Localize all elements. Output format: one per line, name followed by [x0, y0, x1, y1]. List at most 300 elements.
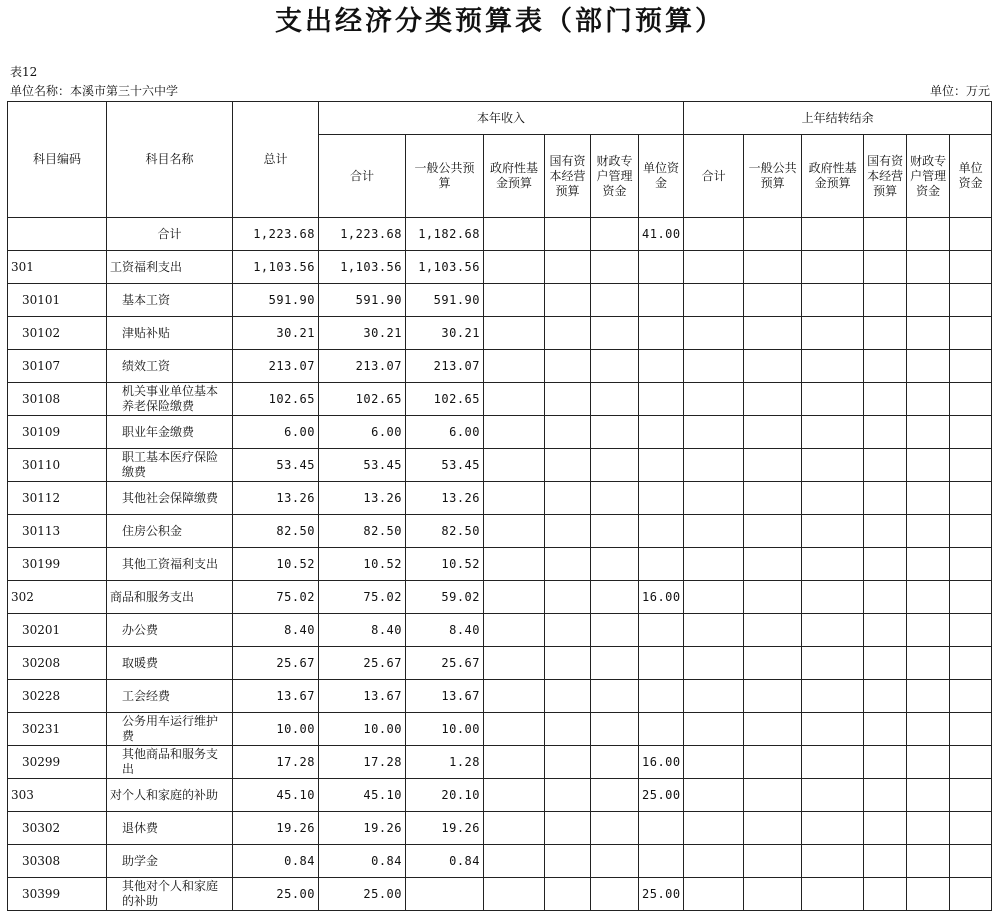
- cell-prior: [864, 812, 907, 845]
- cell-cur-total: 10.00: [319, 713, 406, 746]
- cell-prior: [950, 383, 992, 416]
- table-row: [8, 449, 992, 482]
- cell-cur-total: 82.50: [319, 515, 406, 548]
- table-row: [8, 317, 992, 350]
- cell-prior: [907, 449, 950, 482]
- cell-cur-total: 1,103.56: [319, 251, 406, 284]
- cell-name: 退休费: [107, 812, 233, 845]
- cell-prior: [950, 713, 992, 746]
- cell-prior: [907, 515, 950, 548]
- cell-prior: [907, 746, 950, 779]
- cell-prior: [684, 350, 744, 383]
- cell-prior: [684, 614, 744, 647]
- cell-prior: [802, 251, 864, 284]
- cell-prior: [684, 449, 744, 482]
- cell-prior: [744, 515, 802, 548]
- cell-special: [591, 647, 639, 680]
- cell-unit-funds: 25.00: [639, 779, 684, 812]
- cell-prior: [907, 284, 950, 317]
- cell-total: 591.90: [233, 284, 319, 317]
- cell-prior: [684, 845, 744, 878]
- table-row: [8, 746, 992, 779]
- cell-prior: [864, 779, 907, 812]
- cell-prior: [907, 251, 950, 284]
- cell-total: 1,103.56: [233, 251, 319, 284]
- cell-fund: [484, 383, 545, 416]
- cell-state: [545, 812, 591, 845]
- cell-fund: [484, 317, 545, 350]
- cell-prior: [950, 779, 992, 812]
- cell-name: 办公费: [107, 614, 233, 647]
- cell-unit-funds: 41.00: [639, 218, 684, 251]
- cell-total: 6.00: [233, 416, 319, 449]
- cell-state: [545, 416, 591, 449]
- cell-state: [545, 317, 591, 350]
- cell-prior: [684, 416, 744, 449]
- table-row: [8, 548, 992, 581]
- cell-prior: [802, 317, 864, 350]
- cell-prior: [684, 482, 744, 515]
- cell-name: 其他社会保障缴费: [107, 482, 233, 515]
- cell-state: [545, 845, 591, 878]
- cell-prior: [744, 647, 802, 680]
- cell-prior: [907, 779, 950, 812]
- cell-prior: [684, 515, 744, 548]
- cell-fund: [484, 581, 545, 614]
- cell-total: 17.28: [233, 746, 319, 779]
- cell-code: 30109: [8, 416, 107, 449]
- cell-prior: [744, 251, 802, 284]
- header-current-state: 国有资本经营预算: [545, 135, 591, 218]
- cell-code: 303: [8, 779, 107, 812]
- cell-prior: [744, 713, 802, 746]
- header-current-special: 财政专户管理资金: [591, 135, 639, 218]
- cell-state: [545, 251, 591, 284]
- cell-general: 6.00: [406, 416, 484, 449]
- cell-general: 0.84: [406, 845, 484, 878]
- cell-name: 工资福利支出: [107, 251, 233, 284]
- cell-prior: [864, 746, 907, 779]
- cell-cur-total: 53.45: [319, 449, 406, 482]
- cell-prior: [950, 482, 992, 515]
- cell-state: [545, 482, 591, 515]
- cell-total: 82.50: [233, 515, 319, 548]
- cell-total: 102.65: [233, 383, 319, 416]
- cell-unit-funds: [639, 284, 684, 317]
- cell-state: [545, 746, 591, 779]
- cell-prior: [684, 878, 744, 911]
- cell-prior: [864, 383, 907, 416]
- cell-general: 591.90: [406, 284, 484, 317]
- cell-total: 30.21: [233, 317, 319, 350]
- cell-general: 1,103.56: [406, 251, 484, 284]
- table-row: [8, 383, 992, 416]
- cell-prior: [802, 548, 864, 581]
- cell-code: 30107: [8, 350, 107, 383]
- cell-prior: [950, 284, 992, 317]
- cell-prior: [864, 581, 907, 614]
- table-row: [8, 845, 992, 878]
- cell-prior: [744, 416, 802, 449]
- cell-name: 助学金: [107, 845, 233, 878]
- cell-code: 30101: [8, 284, 107, 317]
- cell-prior: [950, 845, 992, 878]
- cell-prior: [684, 383, 744, 416]
- cell-general: 13.67: [406, 680, 484, 713]
- cell-unit-funds: [639, 515, 684, 548]
- cell-special: [591, 845, 639, 878]
- cell-prior: [684, 647, 744, 680]
- cell-prior: [684, 218, 744, 251]
- cell-fund: [484, 350, 545, 383]
- cell-prior: [907, 878, 950, 911]
- cell-fund: [484, 416, 545, 449]
- cell-name: 其他商品和服务支出: [107, 746, 233, 779]
- cell-cur-total: 30.21: [319, 317, 406, 350]
- cell-special: [591, 614, 639, 647]
- cell-prior: [744, 680, 802, 713]
- cell-unit-funds: [639, 845, 684, 878]
- cell-prior: [907, 416, 950, 449]
- cell-cur-total: 8.40: [319, 614, 406, 647]
- cell-special: [591, 449, 639, 482]
- cell-general: 82.50: [406, 515, 484, 548]
- cell-prior: [802, 680, 864, 713]
- cell-prior: [950, 515, 992, 548]
- header-prior-special: 财政专户管理资金: [907, 135, 950, 218]
- cell-prior: [802, 515, 864, 548]
- cell-state: [545, 449, 591, 482]
- cell-total: 10.52: [233, 548, 319, 581]
- cell-special: [591, 779, 639, 812]
- cell-prior: [864, 317, 907, 350]
- cell-prior: [864, 218, 907, 251]
- budget-table: [7, 101, 992, 911]
- cell-prior: [684, 779, 744, 812]
- cell-fund: [484, 746, 545, 779]
- cell-prior: [950, 548, 992, 581]
- currency-unit: 单位：万元: [929, 84, 990, 98]
- header-current-general: 一般公共预算: [406, 135, 484, 218]
- cell-prior: [864, 878, 907, 911]
- cell-unit-funds: [639, 383, 684, 416]
- cell-cur-total: 6.00: [319, 416, 406, 449]
- cell-code: 302: [8, 581, 107, 614]
- cell-unit-funds: [639, 548, 684, 581]
- table-row: [8, 812, 992, 845]
- cell-prior: [744, 878, 802, 911]
- table-row: [8, 713, 992, 746]
- cell-total: 10.00: [233, 713, 319, 746]
- cell-fund: [484, 845, 545, 878]
- cell-total: 13.67: [233, 680, 319, 713]
- cell-cur-total: 17.28: [319, 746, 406, 779]
- cell-prior: [802, 713, 864, 746]
- page-title: 支出经济分类预算表（部门预算）: [275, 6, 725, 37]
- cell-name: 机关事业单位基本养老保险缴费: [107, 383, 233, 416]
- cell-prior: [744, 812, 802, 845]
- cell-total: 19.26: [233, 812, 319, 845]
- table-row: [8, 482, 992, 515]
- cell-general: 53.45: [406, 449, 484, 482]
- cell-fund: [484, 680, 545, 713]
- cell-cur-total: 102.65: [319, 383, 406, 416]
- cell-special: [591, 548, 639, 581]
- cell-unit-funds: [639, 350, 684, 383]
- cell-code: 30108: [8, 383, 107, 416]
- cell-general: 213.07: [406, 350, 484, 383]
- cell-prior: [744, 317, 802, 350]
- cell-prior: [864, 614, 907, 647]
- cell-prior: [684, 317, 744, 350]
- cell-prior: [950, 746, 992, 779]
- cell-cur-total: 25.00: [319, 878, 406, 911]
- cell-unit-funds: [639, 647, 684, 680]
- cell-general: 102.65: [406, 383, 484, 416]
- cell-prior: [744, 350, 802, 383]
- cell-name: 其他工资福利支出: [107, 548, 233, 581]
- cell-prior: [864, 680, 907, 713]
- cell-state: [545, 218, 591, 251]
- cell-general: 30.21: [406, 317, 484, 350]
- cell-fund: [484, 482, 545, 515]
- cell-cur-total: 1,223.68: [319, 218, 406, 251]
- cell-prior: [950, 581, 992, 614]
- header-current-total: 合计: [319, 135, 406, 218]
- header-prior-unit: 单位资金: [950, 135, 992, 218]
- cell-prior: [684, 680, 744, 713]
- cell-prior: [802, 812, 864, 845]
- cell-total: 25.00: [233, 878, 319, 911]
- unit-name: 单位名称：本溪市第三十六中学: [10, 84, 179, 98]
- cell-prior: [907, 614, 950, 647]
- header-prior-state: 国有资本经营预算: [864, 135, 907, 218]
- header-prior-carryover: 上年结转结余: [684, 102, 992, 135]
- cell-cur-total: 13.26: [319, 482, 406, 515]
- table-row: [8, 581, 992, 614]
- cell-name: 工会经费: [107, 680, 233, 713]
- table-row: [8, 680, 992, 713]
- cell-unit-funds: 16.00: [639, 746, 684, 779]
- cell-fund: [484, 878, 545, 911]
- cell-prior: [744, 383, 802, 416]
- cell-fund: [484, 548, 545, 581]
- table-body: [8, 218, 992, 911]
- cell-code: 30112: [8, 482, 107, 515]
- cell-prior: [864, 284, 907, 317]
- cell-prior: [864, 251, 907, 284]
- cell-prior: [802, 878, 864, 911]
- cell-name: 职工基本医疗保险缴费: [107, 449, 233, 482]
- cell-prior: [907, 812, 950, 845]
- cell-state: [545, 647, 591, 680]
- cell-special: [591, 878, 639, 911]
- cell-unit-funds: [639, 449, 684, 482]
- cell-prior: [907, 581, 950, 614]
- cell-prior: [950, 449, 992, 482]
- cell-prior: [684, 284, 744, 317]
- cell-unit-funds: 16.00: [639, 581, 684, 614]
- cell-prior: [864, 449, 907, 482]
- cell-prior: [802, 284, 864, 317]
- cell-prior: [802, 383, 864, 416]
- cell-state: [545, 383, 591, 416]
- cell-prior: [907, 482, 950, 515]
- cell-code: 30201: [8, 614, 107, 647]
- cell-code: 30302: [8, 812, 107, 845]
- cell-prior: [684, 746, 744, 779]
- cell-prior: [864, 515, 907, 548]
- header-prior-fund: 政府性基金预算: [802, 135, 864, 218]
- cell-special: [591, 350, 639, 383]
- cell-special: [591, 218, 639, 251]
- cell-prior: [744, 449, 802, 482]
- cell-prior: [744, 581, 802, 614]
- cell-general: 19.26: [406, 812, 484, 845]
- cell-code: 30208: [8, 647, 107, 680]
- cell-total: 0.84: [233, 845, 319, 878]
- cell-state: [545, 878, 591, 911]
- table-row: [8, 350, 992, 383]
- header-code: 科目编码: [8, 102, 107, 218]
- cell-state: [545, 581, 591, 614]
- cell-state: [545, 350, 591, 383]
- cell-fund: [484, 449, 545, 482]
- cell-prior: [950, 218, 992, 251]
- table-row: [8, 251, 992, 284]
- cell-unit-funds: [639, 482, 684, 515]
- cell-general: 20.10: [406, 779, 484, 812]
- cell-prior: [950, 812, 992, 845]
- header-prior-general: 一般公共预算: [744, 135, 802, 218]
- cell-prior: [864, 416, 907, 449]
- cell-fund: [484, 779, 545, 812]
- cell-code: 30231: [8, 713, 107, 746]
- cell-prior: [907, 218, 950, 251]
- cell-state: [545, 779, 591, 812]
- cell-name: 商品和服务支出: [107, 581, 233, 614]
- cell-special: [591, 482, 639, 515]
- cell-state: [545, 614, 591, 647]
- cell-name: 绩效工资: [107, 350, 233, 383]
- cell-general: 25.67: [406, 647, 484, 680]
- cell-fund: [484, 713, 545, 746]
- table-number: 表12: [10, 65, 38, 79]
- cell-special: [591, 284, 639, 317]
- cell-fund: [484, 515, 545, 548]
- cell-total: 45.10: [233, 779, 319, 812]
- cell-cur-total: 19.26: [319, 812, 406, 845]
- header-current-unit: 单位资金: [639, 135, 684, 218]
- cell-code: 30102: [8, 317, 107, 350]
- cell-unit-funds: [639, 680, 684, 713]
- cell-prior: [684, 812, 744, 845]
- cell-prior: [684, 251, 744, 284]
- cell-prior: [802, 218, 864, 251]
- cell-cur-total: 75.02: [319, 581, 406, 614]
- cell-total: 213.07: [233, 350, 319, 383]
- cell-prior: [907, 713, 950, 746]
- cell-cur-total: 25.67: [319, 647, 406, 680]
- cell-unit-funds: [639, 614, 684, 647]
- table-row: [8, 878, 992, 911]
- cell-prior: [950, 614, 992, 647]
- cell-state: [545, 515, 591, 548]
- cell-fund: [484, 647, 545, 680]
- cell-code: 30228: [8, 680, 107, 713]
- cell-cur-total: 10.52: [319, 548, 406, 581]
- cell-fund: [484, 614, 545, 647]
- cell-special: [591, 581, 639, 614]
- cell-cur-total: 213.07: [319, 350, 406, 383]
- cell-special: [591, 383, 639, 416]
- table-row: [8, 647, 992, 680]
- cell-total: 1,223.68: [233, 218, 319, 251]
- cell-name: 取暖费: [107, 647, 233, 680]
- cell-state: [545, 548, 591, 581]
- cell-prior: [907, 350, 950, 383]
- table-row: [8, 284, 992, 317]
- cell-special: [591, 680, 639, 713]
- cell-prior: [950, 878, 992, 911]
- cell-prior: [864, 482, 907, 515]
- header-current-income: 本年收入: [319, 102, 684, 135]
- cell-code: 301: [8, 251, 107, 284]
- cell-prior: [950, 350, 992, 383]
- cell-state: [545, 284, 591, 317]
- cell-prior: [802, 482, 864, 515]
- cell-prior: [744, 746, 802, 779]
- cell-prior: [802, 350, 864, 383]
- cell-name: 公务用车运行维护费: [107, 713, 233, 746]
- cell-prior: [802, 581, 864, 614]
- cell-prior: [907, 845, 950, 878]
- cell-cur-total: 45.10: [319, 779, 406, 812]
- cell-prior: [864, 350, 907, 383]
- cell-fund: [484, 284, 545, 317]
- cell-prior: [802, 614, 864, 647]
- cell-prior: [802, 416, 864, 449]
- cell-name: 基本工资: [107, 284, 233, 317]
- header-total: 总计: [233, 102, 319, 218]
- cell-general: 8.40: [406, 614, 484, 647]
- cell-prior: [802, 647, 864, 680]
- cell-state: [545, 713, 591, 746]
- cell-prior: [950, 317, 992, 350]
- cell-code: 30199: [8, 548, 107, 581]
- cell-total: 13.26: [233, 482, 319, 515]
- cell-unit-funds: [639, 812, 684, 845]
- header-current-fund: 政府性基金预算: [484, 135, 545, 218]
- cell-prior: [684, 713, 744, 746]
- cell-general: 10.52: [406, 548, 484, 581]
- cell-name: 住房公积金: [107, 515, 233, 548]
- cell-prior: [744, 845, 802, 878]
- cell-total: 8.40: [233, 614, 319, 647]
- cell-prior: [864, 713, 907, 746]
- cell-name: 职业年金缴费: [107, 416, 233, 449]
- cell-unit-funds: [639, 713, 684, 746]
- table-row: [8, 416, 992, 449]
- cell-unit-funds: 25.00: [639, 878, 684, 911]
- cell-name: 合计: [107, 218, 233, 251]
- cell-prior: [864, 548, 907, 581]
- cell-code: 30308: [8, 845, 107, 878]
- cell-prior: [950, 647, 992, 680]
- cell-prior: [744, 284, 802, 317]
- cell-general: 59.02: [406, 581, 484, 614]
- cell-general: 10.00: [406, 713, 484, 746]
